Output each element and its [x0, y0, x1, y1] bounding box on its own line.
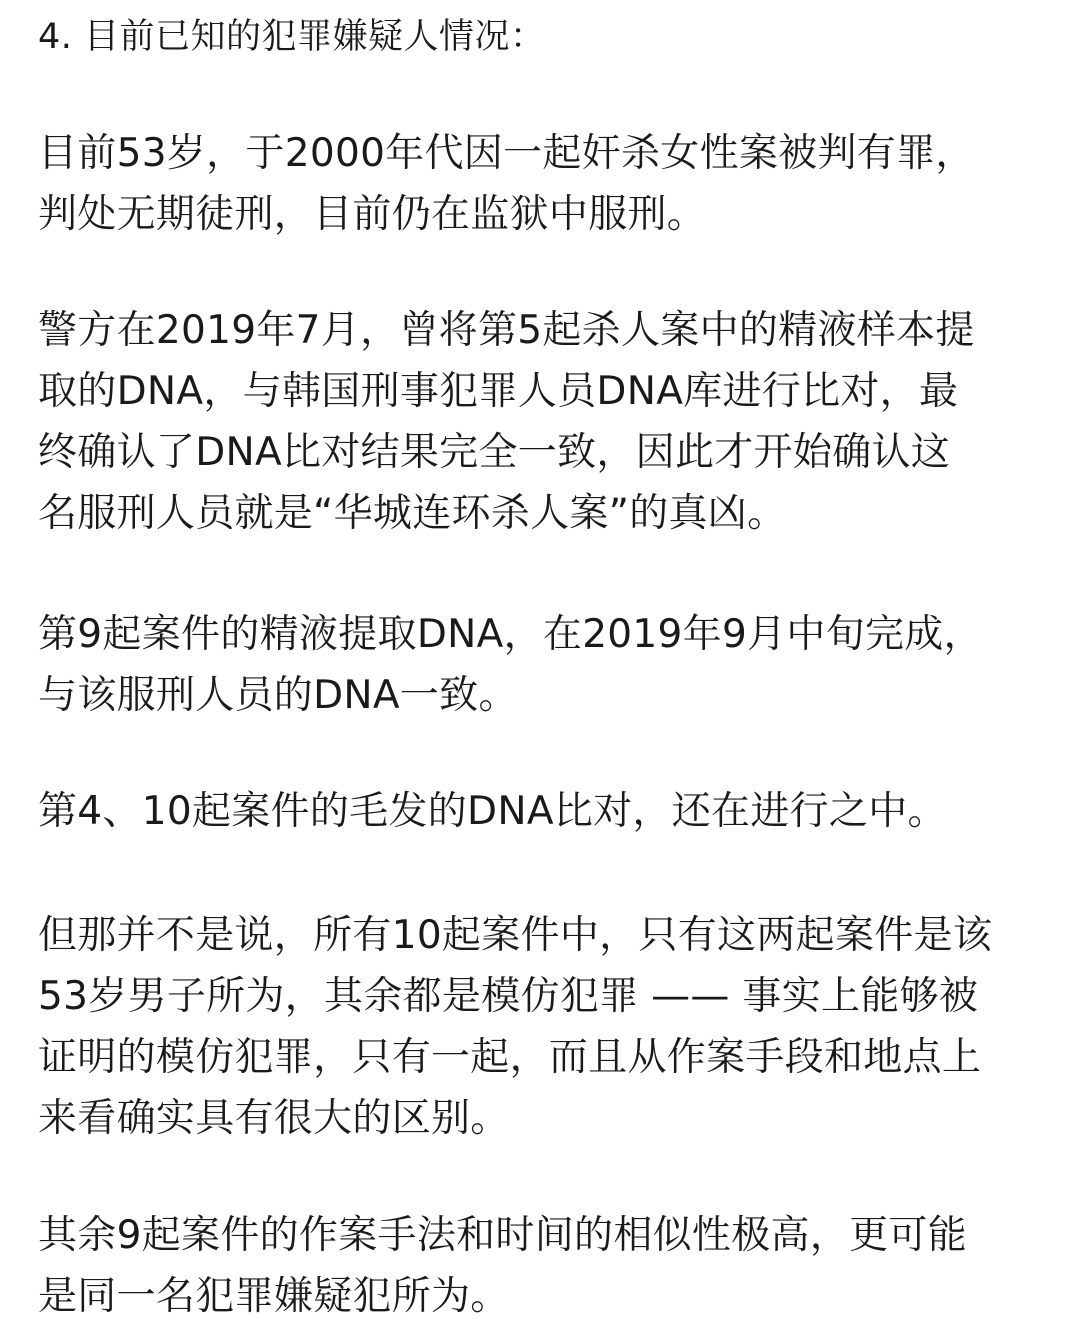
text-line: 53岁男子所为，其余都是模仿犯罪 —— 事实上能够被 [38, 974, 979, 1019]
text-line: 第4、10起案件的毛发的DNA比对，还在进行之中。 [38, 789, 947, 834]
text-line: 是同一名犯罪嫌疑犯所为。 [38, 1274, 510, 1319]
paragraph-remaining-cases [38, 1205, 1048, 1327]
text-line: 判处无期徒刑，目前仍在监狱中服刑。 [38, 192, 707, 237]
text-line: 其余9起案件的作案手法和时间的相似性极高，更可能 [38, 1213, 968, 1258]
paragraph-copycat [38, 905, 1048, 1149]
text-line: 警方在2019年7月，曾将第5起杀人案中的精液样本提 [38, 308, 975, 353]
text-line: 来看确实具有很大的区别。 [38, 1096, 510, 1141]
paragraph-dna-match [38, 300, 1048, 544]
text-line: 名服刑人员就是“华城连环杀人案”的真凶。 [38, 491, 787, 536]
text-line: 第9起案件的精液提取DNA，在2019年9月中旬完成， [38, 612, 983, 657]
paragraph-case-9 [38, 604, 1048, 726]
paragraph-case-4-10 [38, 781, 1048, 842]
text-line: 证明的模仿犯罪，只有一起，而且从作案手段和地点上 [38, 1035, 982, 1080]
text-line: 但那并不是说，所有10起案件中，只有这两起案件是该 [38, 913, 993, 958]
text-line: 目前53岁，于2000年代因一起奸杀女性案被判有罪， [38, 131, 975, 176]
paragraph-suspect-profile [38, 123, 1048, 245]
text-line: 取的DNA，与韩国刑事犯罪人员DNA库进行比对，最 [38, 369, 959, 414]
text-line: 与该服刑人员的DNA一致。 [38, 673, 518, 718]
text-line: 终确认了DNA比对结果完全一致，因此才开始确认这 [38, 430, 951, 475]
section-heading: 4. 目前已知的犯罪嫌疑人情况： [38, 17, 546, 57]
